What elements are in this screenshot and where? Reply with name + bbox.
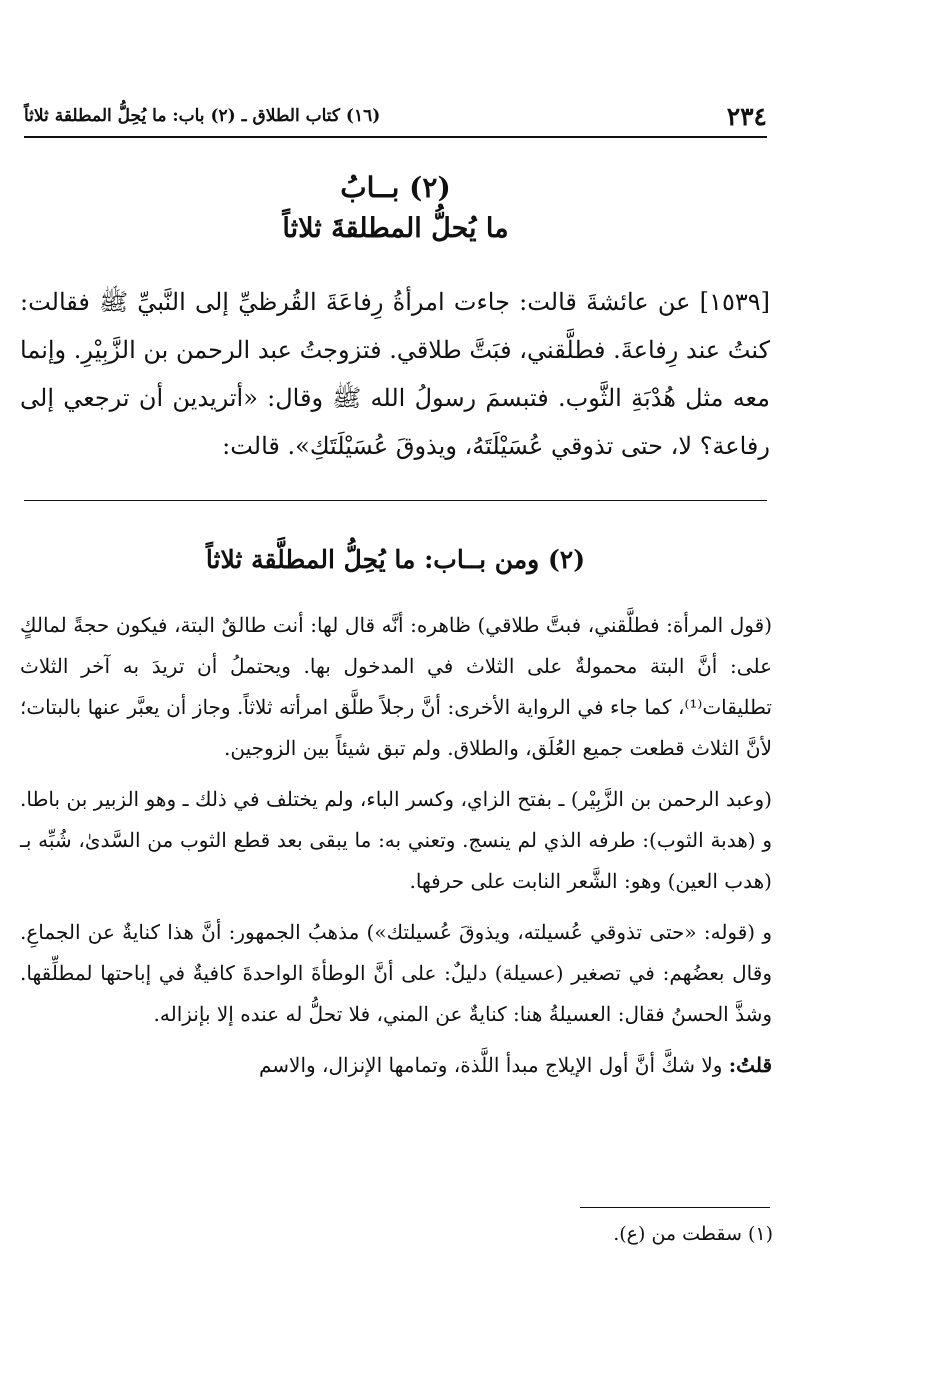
footnote: (١) سقطت من (ع). [613, 1223, 773, 1245]
chapter-number: (٢) بــابُ [340, 171, 451, 204]
commentary-paragraph-2: (وعبد الرحمن بن الزَّبِيْر) ـ بفتح الزاي، وكسر الباء، ولم يختلف في ذلك ـ وهو الزبير بن باطا. و (هدبة الثوب): طرفه الذي لم ينسج. وتعني به: ما يبقى بعد قطع الثوب من السَّدىٰ، شُبِّه بـ (هدب العين) وهو: الشَّعر النابت على حرفها. [20, 787, 772, 893]
chapter-heading [24, 168, 767, 250]
qultu-lead: قلتُ: [728, 1053, 772, 1077]
commentary-body [20, 605, 772, 1096]
running-title: (١٦) كتاب الطلاق ـ (٢) باب: ما يُحِلُّ المطلقة ثلاثاً [24, 106, 381, 126]
commentary-paragraph-1: (قول المرأة: فطلَّقني، فبتَّ طلاقي) ظاهره: أنَّه قال لها: أنت طالقٌ البتة، فيكون حجةً لمالكٍ على: أنَّ البتة محمولةٌ على الثلاث في المدخول بها. ويحتملُ أن تريدَ به آخر الثلاث تطليقات⁽¹⁾، كما جاء في الرواية الأخرى: أنَّ رجلاً طلَّق امرأته ثلاثاً. وجاز أن يعبَّر عنها بالبتات؛ لأنَّ الثلاث قطعت جميع العُلَق، والطلاق. ولم تبق شيئاً بين الزوجين. [20, 613, 772, 760]
commentary-paragraph-4 [20, 1045, 772, 1086]
running-header [24, 96, 767, 138]
page-number: ٢٣٤ [726, 101, 767, 131]
footnote-rule [580, 1207, 770, 1208]
commentary-paragraph-4-text: ولا شكَّ أنَّ أول الإيلاج مبدأ اللَّذة، وتمامها الإنزال، والاسم [258, 1053, 723, 1077]
commentary-heading: (٢) ومن بــاب: ما يُحِلُّ المطلَّقة ثلاثاً [205, 545, 586, 574]
section-divider [24, 500, 767, 501]
hadith-text: [١٥٣٩] عن عائشةَ قالت: جاءت امرأةُ رِفاعَةَ القُرظيِّ إلى النَّبيِّ ﷺ فقالت: كنتُ عند رِفاعةَ. فطلَّقني، فبَتَّ طلاقي. فتزوجتُ عبد الرحمن بن الزَّبِيْرِ. وإنما معه مثل هُدْبَةِ الثَّوب. فتبسمَ رسولُ الله ﷺ وقال: «أتريدين أن ترجعي إلى رفاعة؟ لا، حتى تذوقي عُسَيْلَتَهُ، ويذوقَ عُسَيْلَتَكِ». قالت: [20, 288, 771, 460]
commentary-paragraph-3: و (قوله: «حتى تذوقي عُسيلته، ويذوقَ عُسيلتك») مذهبُ الجمهور: أنَّ هذا كنايةٌ عن الجماعِ. وقال بعضُهم: في تصغير (عسيلة) دليلٌ: على أنَّ الوطأةَ الواحدةَ كافيةٌ في إباحتها لمطلِّقها. وشذَّ الحسنُ فقال: العسيلةُ هنا: كنايةٌ عن المني، فلا تحلُّ له عنده إلا بإنزاله. [20, 920, 772, 1026]
chapter-title: ما يُحلُّ المطلقةَ ثلاثاً [282, 213, 509, 244]
